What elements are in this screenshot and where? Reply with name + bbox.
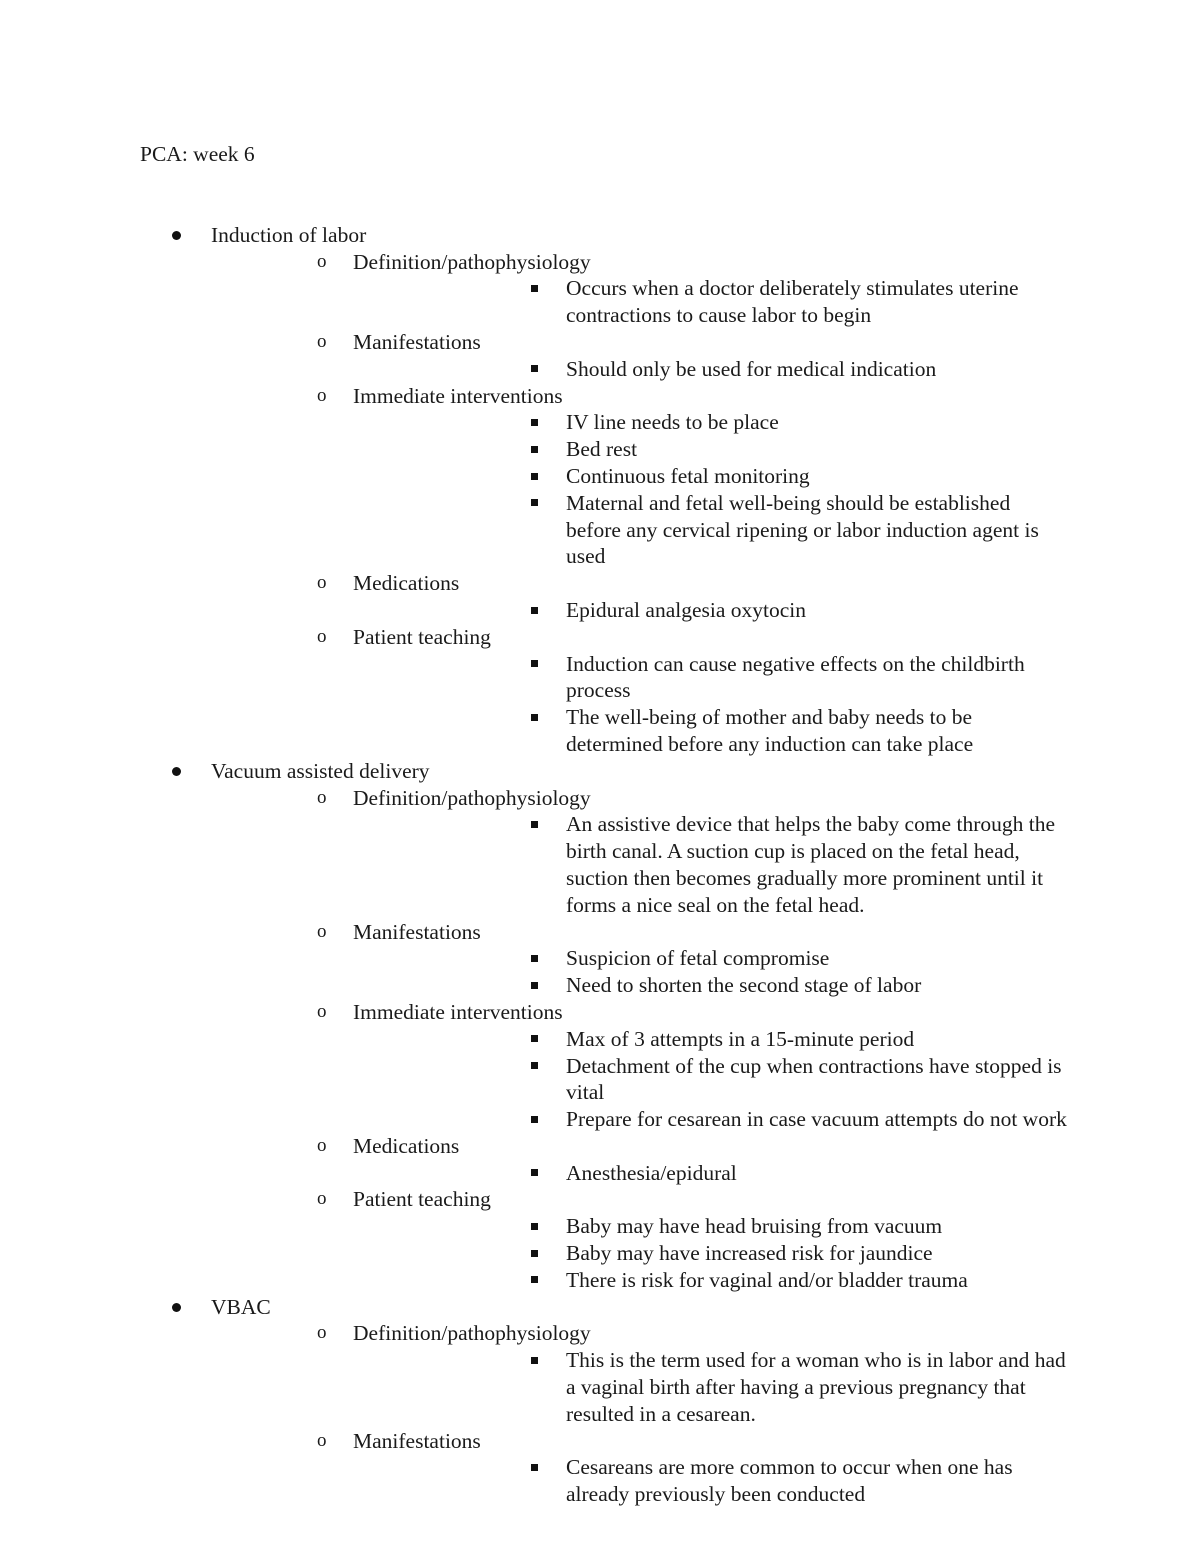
bullet-disc-icon xyxy=(172,758,181,785)
subsection-heading: Definition/pathophysiology xyxy=(353,785,591,810)
detail-list xyxy=(495,597,1070,624)
detail-item xyxy=(353,1454,1070,1508)
detail-text: Continuous fetal monitoring xyxy=(566,463,810,488)
detail-text: Need to shorten the second stage of labor xyxy=(566,973,922,998)
detail-text: The well-being of mother and baby needs to be determined before any induction can take place xyxy=(566,705,974,756)
detail-text: Max of 3 attempts in a 15-minute period xyxy=(566,1026,915,1051)
bullet-disc-icon xyxy=(172,1294,181,1321)
detail-text: Baby may have head bruising from vacuum xyxy=(566,1214,943,1239)
bullet-square-icon xyxy=(531,972,538,999)
section-heading: Vacuum assisted delivery xyxy=(211,758,430,783)
section-item xyxy=(140,1294,1070,1508)
subsection-heading: Definition/pathophysiology xyxy=(353,249,591,274)
detail-item xyxy=(353,1213,1070,1240)
subsection-heading: Immediate interventions xyxy=(353,383,563,408)
detail-text: Maternal and fetal well-being should be established before any cervical ripening or labor induction agent is used xyxy=(566,490,1039,569)
bullet-square-icon xyxy=(531,436,538,463)
detail-item xyxy=(353,356,1070,383)
bullet-square-icon xyxy=(531,1026,538,1053)
subsection-item xyxy=(211,1186,1070,1293)
bullet-square-icon xyxy=(531,1454,538,1481)
detail-text: Should only be used for medical indication xyxy=(566,356,937,381)
subsection-list xyxy=(282,785,1070,1294)
subsection-heading: Manifestations xyxy=(353,329,481,354)
bullet-circle-icon: o xyxy=(317,1134,327,1156)
bullet-circle-icon: o xyxy=(317,1429,327,1451)
detail-item xyxy=(353,436,1070,463)
detail-item xyxy=(353,811,1070,918)
detail-item xyxy=(353,1026,1070,1053)
bullet-circle-icon: o xyxy=(317,384,327,406)
bullet-square-icon xyxy=(531,1106,538,1133)
detail-item xyxy=(353,1240,1070,1267)
subsection-heading: Patient teaching xyxy=(353,624,491,649)
detail-text: This is the term used for a woman who is in labor and had a vaginal birth after having a previous pregnancy that resulted in a cesarean. xyxy=(566,1348,1066,1426)
bullet-square-icon xyxy=(531,704,538,731)
detail-text: Baby may have increased risk for jaundice xyxy=(566,1241,933,1266)
section-heading: VBAC xyxy=(211,1294,271,1319)
bullet-disc-icon xyxy=(172,222,181,249)
section-heading: Induction of labor xyxy=(211,222,367,247)
subsection-heading: Manifestations xyxy=(353,1428,481,1453)
detail-item xyxy=(353,945,1070,972)
detail-item xyxy=(353,1267,1070,1294)
detail-list xyxy=(495,651,1070,758)
document-page xyxy=(140,141,1070,1508)
detail-item xyxy=(353,1053,1070,1107)
subsection-heading: Medications xyxy=(353,1133,460,1158)
page-title: PCA: week 6 xyxy=(140,142,255,166)
detail-text: Prepare for cesarean in case vacuum attempts do not work xyxy=(566,1107,1067,1132)
detail-list xyxy=(495,1213,1070,1293)
subsection-item xyxy=(211,1320,1070,1427)
bullet-circle-icon: o xyxy=(317,330,327,352)
outline-list xyxy=(140,222,1070,1508)
detail-list xyxy=(495,1026,1070,1133)
detail-item xyxy=(353,490,1070,570)
bullet-square-icon xyxy=(531,651,538,678)
subsection-item xyxy=(211,624,1070,758)
detail-list xyxy=(495,1454,1070,1508)
subsection-item xyxy=(211,999,1070,1133)
bullet-square-icon xyxy=(531,356,538,383)
detail-text: Detachment of the cup when contractions have stopped is vital xyxy=(566,1053,1062,1105)
subsection-list xyxy=(282,1320,1070,1508)
bullet-square-icon xyxy=(531,1053,538,1080)
bullet-circle-icon: o xyxy=(317,1322,327,1344)
detail-text: Induction can cause negative effects on the childbirth process xyxy=(566,651,1025,703)
section-item xyxy=(140,222,1070,758)
subsection-item xyxy=(211,1428,1070,1508)
subsection-list xyxy=(282,249,1070,758)
bullet-square-icon xyxy=(531,1160,538,1187)
detail-item xyxy=(353,651,1070,705)
bullet-circle-icon: o xyxy=(317,1000,327,1022)
bullet-square-icon xyxy=(531,1267,538,1294)
subsection-heading: Immediate interventions xyxy=(353,999,563,1024)
detail-list xyxy=(495,356,1070,383)
detail-list xyxy=(495,275,1070,329)
bullet-circle-icon: o xyxy=(317,625,327,647)
subsection-item xyxy=(211,570,1070,624)
subsection-item xyxy=(211,785,1070,919)
subsection-heading: Patient teaching xyxy=(353,1187,491,1212)
detail-text: Epidural analgesia oxytocin xyxy=(566,597,807,622)
detail-item xyxy=(353,597,1070,624)
subsection-heading: Medications xyxy=(353,571,460,596)
detail-text: Bed rest xyxy=(566,437,638,462)
bullet-circle-icon: o xyxy=(317,250,327,272)
bullet-square-icon xyxy=(531,1213,538,1240)
detail-text: Cesareans are more common to occur when one has already previously been conducted xyxy=(566,1455,1013,1507)
detail-item xyxy=(353,1106,1070,1133)
bullet-circle-icon: o xyxy=(317,920,327,942)
detail-item xyxy=(353,275,1070,329)
detail-list xyxy=(495,1347,1070,1427)
detail-text: An assistive device that helps the baby come through the birth canal. A suction cup is placed on the fetal head, suction then becomes gradually more prominent until it forms a nice seal on the fetal head. xyxy=(566,812,1055,917)
detail-item xyxy=(353,409,1070,436)
bullet-square-icon xyxy=(531,490,538,517)
bullet-circle-icon: o xyxy=(317,1188,327,1210)
detail-text: Suspicion of fetal compromise xyxy=(566,946,830,971)
detail-list xyxy=(495,811,1070,918)
detail-item xyxy=(353,704,1070,758)
detail-list xyxy=(495,1160,1070,1187)
section-item xyxy=(140,758,1070,1294)
detail-item xyxy=(353,972,1070,999)
bullet-circle-icon: o xyxy=(317,572,327,594)
bullet-square-icon xyxy=(531,945,538,972)
subsection-item xyxy=(211,919,1070,999)
subsection-item xyxy=(211,383,1070,571)
detail-text: IV line needs to be place xyxy=(566,410,779,435)
subsection-item xyxy=(211,249,1070,329)
detail-item xyxy=(353,1160,1070,1187)
detail-text: Anesthesia/epidural xyxy=(566,1160,737,1185)
detail-item xyxy=(353,463,1070,490)
detail-list xyxy=(495,945,1070,999)
bullet-square-icon xyxy=(531,1240,538,1267)
detail-text: There is risk for vaginal and/or bladder trauma xyxy=(566,1267,968,1292)
subsection-item xyxy=(211,329,1070,383)
subsection-heading: Definition/pathophysiology xyxy=(353,1321,591,1346)
bullet-square-icon xyxy=(531,275,538,302)
subsection-item xyxy=(211,1133,1070,1187)
detail-list xyxy=(495,409,1070,570)
bullet-circle-icon: o xyxy=(317,786,327,808)
bullet-square-icon xyxy=(531,463,538,490)
detail-item xyxy=(353,1347,1070,1427)
bullet-square-icon xyxy=(531,811,538,838)
bullet-square-icon xyxy=(531,1347,538,1374)
bullet-square-icon xyxy=(531,409,538,436)
bullet-square-icon xyxy=(531,597,538,624)
subsection-heading: Manifestations xyxy=(353,919,481,944)
detail-text: Occurs when a doctor deliberately stimulates uterine contractions to cause labor to begin xyxy=(566,276,1019,328)
